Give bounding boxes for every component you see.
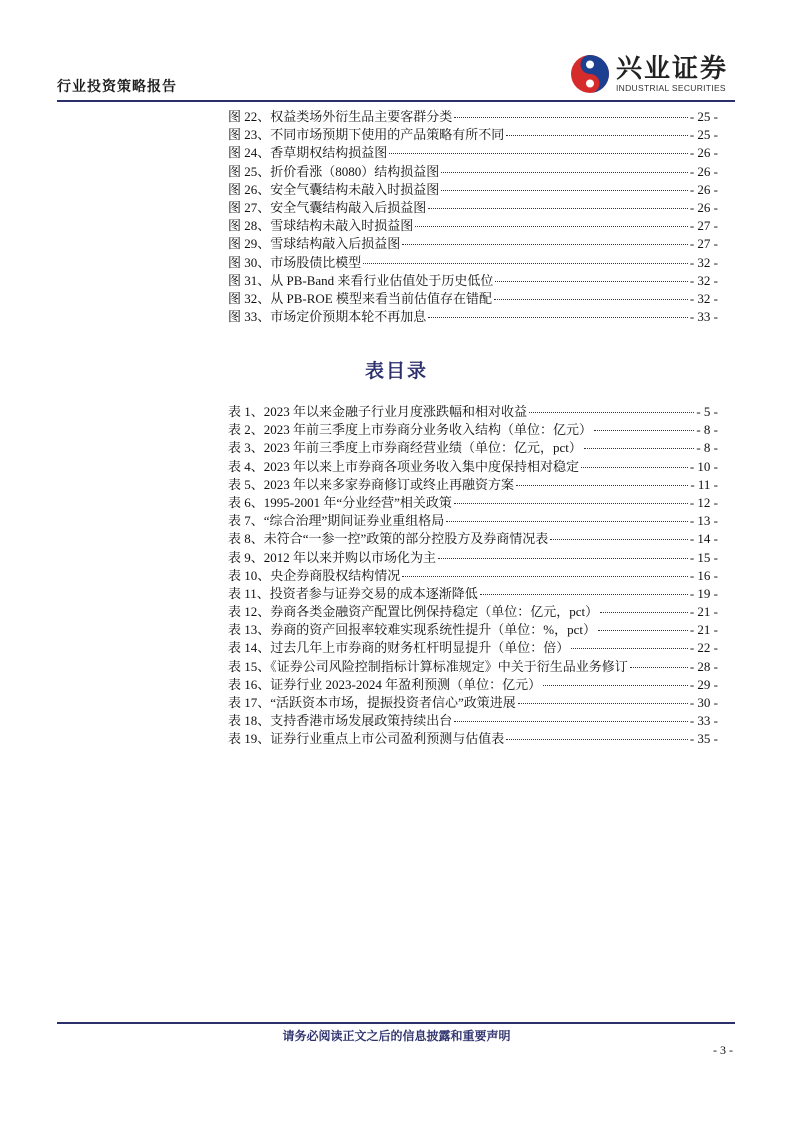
- toc-entry-label[interactable]: 图 22、权益类场外衍生品主要客群分类: [228, 109, 453, 124]
- toc-leader-dots: [506, 135, 688, 136]
- figure-toc-entry[interactable]: [228, 163, 718, 181]
- footer-disclaimer: 请务必阅读正文之后的信息披露和重要声明: [282, 1029, 511, 1043]
- toc-entry-page[interactable]: - 25 -: [689, 127, 718, 143]
- toc-leader-dots: [441, 190, 688, 191]
- figure-toc-entry[interactable]: [228, 181, 718, 199]
- figure-list: [228, 108, 718, 326]
- toc-entry-page[interactable]: - 26 -: [689, 163, 718, 179]
- table-toc-entry[interactable]: [228, 694, 718, 712]
- toc-entry-page[interactable]: - 15 -: [689, 549, 718, 565]
- toc-leader-dots: [402, 244, 688, 245]
- logo-swirl-icon: [570, 54, 610, 94]
- logo-name-cn: 兴业证券: [616, 54, 729, 83]
- toc-entry-label[interactable]: 表 10、央企券商股权结构情况: [228, 567, 401, 583]
- toc-leader-dots: [494, 299, 688, 300]
- toc-leader-dots: [581, 467, 688, 468]
- toc-leader-dots: [630, 667, 688, 668]
- table-toc-entry[interactable]: [228, 476, 718, 494]
- toc-entry-label[interactable]: 图 28、雪球结构未敲入时损益图: [228, 218, 414, 234]
- toc-leader-dots: [600, 612, 688, 613]
- toc-entry-label[interactable]: 表 2、2023 年前三季度上市券商分业务收入结构（单位：亿元）: [228, 422, 593, 438]
- company-logo: [570, 54, 728, 94]
- figure-toc-entry[interactable]: [228, 308, 718, 326]
- toc-entry-label[interactable]: 图 27、安全气囊结构敲入后损益图: [228, 199, 427, 215]
- toc-entry-page[interactable]: - 21 -: [689, 604, 718, 620]
- toc-leader-dots: [428, 208, 688, 209]
- toc-entry-page[interactable]: - 27 -: [689, 218, 718, 234]
- toc-entry-page[interactable]: - 26 -: [689, 145, 718, 161]
- toc-entry-page[interactable]: - 8 -: [696, 422, 718, 438]
- table-toc-entry[interactable]: [228, 712, 718, 730]
- figure-toc-entry[interactable]: [228, 126, 718, 144]
- toc-entry-label[interactable]: 表 6、1995-2001 年“分业经营”相关政策: [228, 494, 452, 510]
- toc-entry-label[interactable]: 表 18、支持香港市场发展政策持续出台: [228, 713, 453, 729]
- figure-toc-entry[interactable]: [228, 254, 718, 272]
- toc-entry-page[interactable]: - 25 -: [689, 109, 718, 124]
- toc-leader-dots: [584, 448, 694, 449]
- toc-entry-page[interactable]: - 32 -: [689, 272, 718, 288]
- table-toc-entry[interactable]: [228, 421, 718, 439]
- toc-leader-dots: [571, 648, 688, 649]
- figure-toc-entry[interactable]: [228, 108, 718, 126]
- toc-entry-label[interactable]: 表 14、过去几年上市券商的财务杠杆明显提升（单位：倍）: [228, 640, 570, 656]
- toc-leader-dots: [454, 503, 688, 504]
- toc-leader-dots: [415, 226, 688, 227]
- toc-entry-label[interactable]: 图 24、香草期权结构损益图: [228, 145, 388, 161]
- toc-leader-dots: [550, 539, 688, 540]
- toc-entry-label[interactable]: 表 13、券商的资产回报率较难实现系统性提升（单位：%，pct）: [228, 622, 596, 638]
- toc-leader-dots: [454, 117, 688, 118]
- toc-leader-dots: [529, 412, 694, 413]
- toc-leader-dots: [480, 594, 688, 595]
- toc-entry-label[interactable]: 表 5、2023 年以来多家券商修订或终止再融资方案: [228, 476, 515, 492]
- table-toc-entry[interactable]: [228, 403, 718, 421]
- toc-entry-page[interactable]: - 11 -: [690, 476, 718, 492]
- toc-entry-page[interactable]: - 12 -: [689, 494, 718, 510]
- toc-entry-label[interactable]: 表 19、证券行业重点上市公司盈利预测与估值表: [228, 731, 505, 747]
- tables-section-title: 表目录: [364, 361, 428, 382]
- toc-entry-page[interactable]: - 13 -: [689, 513, 718, 529]
- toc-entry-label[interactable]: 表 9、2012 年以来并购以市场化为主: [228, 549, 437, 565]
- toc-leader-dots: [495, 281, 687, 282]
- toc-entry-page[interactable]: - 33 -: [689, 309, 718, 325]
- toc-entry-label[interactable]: 表 16、证券行业 2023-2024 年盈利预测（单位：亿元）: [228, 676, 542, 692]
- toc-leader-dots: [594, 430, 694, 431]
- table-list: [228, 403, 718, 749]
- toc-entry-label[interactable]: 图 29、雪球结构敲入后损益图: [228, 236, 401, 252]
- toc-leader-dots: [428, 317, 688, 318]
- table-toc-entry[interactable]: [228, 439, 718, 457]
- toc-entry-page[interactable]: - 33 -: [689, 713, 718, 729]
- toc-entry-page[interactable]: - 21 -: [689, 622, 718, 638]
- toc-entry-label[interactable]: 表 11、投资者参与证券交易的成本逐渐降低: [228, 585, 478, 601]
- table-toc-entry[interactable]: [228, 494, 718, 512]
- toc-entry-page[interactable]: - 5 -: [696, 404, 718, 419]
- toc-entry-label[interactable]: 图 23、不同市场预期下使用的产品策略有所不同: [228, 127, 505, 143]
- toc-entry-label[interactable]: 表 4、2023 年以来上市券商各项业务收入集中度保持相对稳定: [228, 458, 580, 474]
- toc-entry-page[interactable]: - 27 -: [689, 236, 718, 252]
- toc-entry-label[interactable]: 图 33、市场定价预期本轮不再加息: [228, 309, 427, 325]
- toc-entry-label[interactable]: 表 8、未符合“一参一控”政策的部分控股方及券商情况表: [228, 531, 549, 547]
- toc-entry-label[interactable]: 表 17、“活跃资本市场，提振投资者信心”政策进展: [228, 695, 516, 710]
- figure-toc-entry[interactable]: [228, 217, 718, 235]
- toc-entry-page[interactable]: - 26 -: [689, 181, 718, 197]
- table-toc-entry[interactable]: [228, 585, 718, 603]
- toc-entry-page[interactable]: - 19 -: [689, 585, 718, 601]
- toc-leader-dots: [389, 153, 688, 154]
- toc-leader-dots: [516, 485, 688, 486]
- toc-entry-label[interactable]: 图 26、安全气囊结构未敲入时损益图: [228, 181, 440, 197]
- toc-entry-label[interactable]: 表 7、“综合治理”期间证券业重组格局: [228, 513, 445, 529]
- table-toc-entry[interactable]: [228, 512, 718, 530]
- toc-leader-dots: [438, 558, 688, 559]
- footer-divider: [57, 1022, 735, 1024]
- toc-entry-page[interactable]: - 14 -: [689, 531, 718, 547]
- toc-entry-label[interactable]: 图 30、市场股债比模型: [228, 254, 362, 270]
- toc-entry-page[interactable]: - 32 -: [689, 290, 718, 306]
- toc-entry-page[interactable]: - 30 -: [689, 695, 718, 710]
- toc-entry-page[interactable]: - 8 -: [696, 440, 718, 456]
- toc-leader-dots: [506, 739, 688, 740]
- toc-entry-label[interactable]: 图 25、折价看涨（8080）结构损益图: [228, 163, 440, 179]
- toc-entry-page[interactable]: - 32 -: [689, 254, 718, 270]
- toc-entry-label[interactable]: 图 31、从 PB-Band 来看行业估值处于历史低位: [228, 272, 494, 288]
- header-divider: [57, 100, 735, 102]
- toc-leader-dots: [441, 172, 688, 173]
- table-toc-entry[interactable]: [228, 567, 718, 585]
- toc-leader-dots: [446, 521, 688, 522]
- toc-entry-page[interactable]: - 29 -: [689, 676, 718, 692]
- toc-entry-page[interactable]: - 10 -: [689, 458, 718, 474]
- toc-entry-label[interactable]: 图 32、从 PB-ROE 模型来看当前估值存在错配: [228, 290, 492, 306]
- figure-toc-entry[interactable]: [228, 144, 718, 162]
- table-toc-entry[interactable]: [228, 621, 718, 639]
- table-toc-entry[interactable]: [228, 603, 718, 621]
- toc-entry-label[interactable]: 表 1、2023 年以来金融子行业月度涨跌幅和相对收益: [228, 404, 528, 419]
- table-toc-entry[interactable]: [228, 458, 718, 476]
- toc-entry-page[interactable]: - 16 -: [689, 567, 718, 583]
- table-toc-entry[interactable]: [228, 549, 718, 567]
- table-toc-entry[interactable]: [228, 639, 718, 657]
- table-toc-entry[interactable]: [228, 530, 718, 548]
- figure-toc-entry[interactable]: [228, 272, 718, 290]
- toc-entry-label[interactable]: 表 3、2023 年前三季度上市券商经营业绩（单位：亿元，pct）: [228, 440, 582, 456]
- figure-toc-entry[interactable]: [228, 290, 718, 308]
- toc-leader-dots: [543, 685, 688, 686]
- toc-leader-dots: [598, 630, 688, 631]
- toc-leader-dots: [518, 703, 688, 704]
- table-toc-entry[interactable]: [228, 676, 718, 694]
- toc-entry-label[interactable]: 表 15、《证券公司风险控制指标计算标准规定》中关于衍生品业务修订: [228, 658, 628, 674]
- table-toc-entry[interactable]: [228, 658, 718, 676]
- toc-entry-page[interactable]: - 35 -: [689, 731, 718, 747]
- table-toc-entry[interactable]: [228, 730, 718, 748]
- toc-entry-label[interactable]: 表 12、券商各类金融资产配置比例保持稳定（单位：亿元，pct）: [228, 604, 599, 620]
- figure-toc-entry[interactable]: [228, 235, 718, 253]
- report-type: 行业投资策略报告: [57, 80, 177, 95]
- page-number: - 3 -: [713, 1043, 733, 1057]
- logo-name-en: INDUSTRIAL SECURITIES: [616, 83, 726, 93]
- toc-leader-dots: [454, 721, 688, 722]
- toc-entry-page[interactable]: - 26 -: [689, 199, 718, 215]
- figure-toc-entry[interactable]: [228, 199, 718, 217]
- toc-entry-page[interactable]: - 28 -: [689, 658, 718, 674]
- toc-entry-page[interactable]: - 22 -: [689, 640, 718, 656]
- toc-leader-dots: [363, 263, 688, 264]
- toc-leader-dots: [402, 576, 688, 577]
